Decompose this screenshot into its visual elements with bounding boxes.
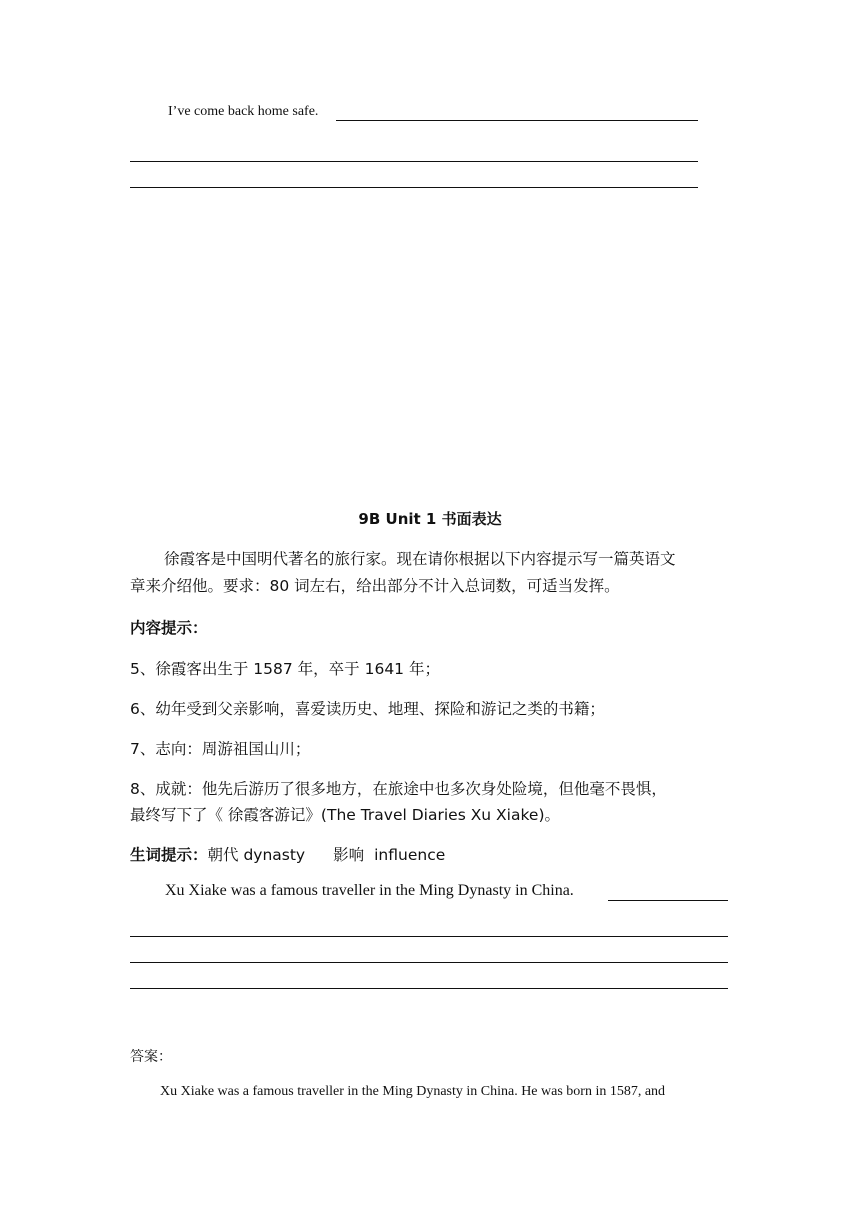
vocabulary-heading: 生词提示： — [130, 846, 208, 864]
vocabulary-item-influence-cn: 影响 — [333, 846, 365, 864]
vocabulary-item-influence: influence — [374, 846, 446, 864]
essay-blank-line — [608, 900, 728, 901]
content-point-5: 5、徐霞客出生于 1587 年，卒于 1641 年； — [130, 660, 440, 678]
content-hints-heading: 内容提示： — [130, 619, 208, 637]
essay-opening-sentence: Xu Xiake was a famous traveller in the Ming Dynasty in China. — [165, 882, 574, 899]
answer-blank-line — [130, 187, 698, 188]
answer-blank-line — [336, 120, 698, 121]
content-point-8-line-2: 最终写下了《 徐霞客游记》(The Travel Diaries Xu Xiake)。 — [130, 806, 560, 824]
task-instructions-line-2: 章来介绍他。要求：80 词左右，给出部分不计入总词数，可适当发挥。 — [130, 577, 620, 595]
vocabulary-hints — [130, 842, 445, 869]
answer-label: 答案： — [130, 1050, 172, 1065]
answer-text: Xu Xiake was a famous traveller in the Ming Dynasty in China. He was born in 1587, and — [160, 1084, 666, 1099]
vocabulary-item-dynasty: 朝代 dynasty — [207, 846, 306, 864]
essay-blank-line — [130, 988, 728, 989]
content-point-6: 6、幼年受到父亲影响，喜爱读历史、地理、探险和游记之类的书籍； — [130, 700, 605, 718]
content-point-8-line-1: 8、成就：他先后游历了很多地方，在旅途中也多次身处险境，但他毫不畏惧， — [130, 780, 667, 798]
practice-sentence-text: I’ve come back home safe. — [168, 104, 319, 119]
content-point-7: 7、志向：周游祖国山川； — [130, 740, 311, 758]
answer-blank-line — [130, 161, 698, 162]
task-instructions-line-1: 徐霞客是中国明代著名的旅行家。现在请你根据以下内容提示写一篇英语文 — [164, 550, 676, 568]
practice-sentence — [168, 104, 318, 120]
section-title: 9B Unit 1 书面表达 — [358, 510, 502, 528]
essay-blank-line — [130, 936, 728, 937]
essay-blank-line — [130, 962, 728, 963]
